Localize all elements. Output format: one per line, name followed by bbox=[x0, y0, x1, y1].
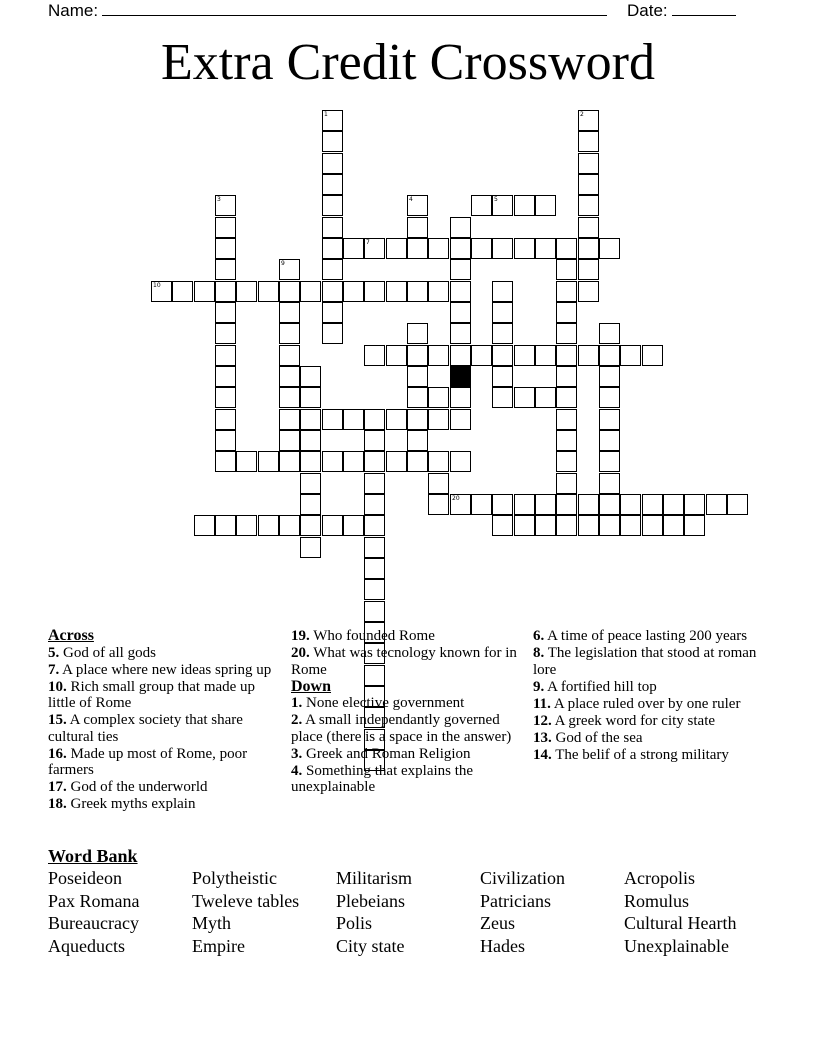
clue-num: 15. bbox=[48, 712, 67, 728]
word-bank-item: Polytheistic bbox=[192, 868, 277, 888]
black-cell bbox=[450, 366, 471, 387]
word-bank-item: Poseideon bbox=[48, 868, 122, 888]
grid-cell[interactable] bbox=[300, 281, 321, 302]
grid-cell[interactable] bbox=[663, 515, 684, 536]
grid-cell[interactable] bbox=[300, 473, 321, 494]
grid-cell[interactable] bbox=[279, 302, 300, 323]
grid-cell[interactable] bbox=[599, 409, 620, 430]
clue-text: A small independantly governed place (there is a space in the answer) bbox=[291, 712, 512, 745]
grid-cell[interactable] bbox=[471, 195, 492, 216]
grid-cell[interactable] bbox=[535, 238, 556, 259]
grid-cell[interactable] bbox=[556, 430, 577, 451]
grid-cell[interactable] bbox=[514, 238, 535, 259]
grid-cell[interactable] bbox=[364, 345, 385, 366]
grid-cell[interactable] bbox=[471, 345, 492, 366]
clue-text: Something that explains the unexplainable bbox=[291, 762, 474, 795]
clue-num: 10. bbox=[48, 678, 67, 695]
grid-cell[interactable] bbox=[364, 494, 385, 515]
clue-num: 6. bbox=[533, 628, 545, 644]
grid-cell[interactable] bbox=[450, 217, 471, 238]
grid-cell[interactable] bbox=[492, 345, 513, 366]
grid-cell[interactable] bbox=[279, 281, 300, 302]
clue-num: 13. bbox=[533, 729, 552, 746]
grid-cell[interactable] bbox=[471, 494, 492, 515]
grid-cell[interactable] bbox=[364, 537, 385, 558]
grid-cell[interactable] bbox=[450, 259, 471, 280]
clue-text: A greek word for city state bbox=[551, 712, 716, 729]
grid-cell[interactable] bbox=[407, 409, 428, 430]
grid-cell[interactable] bbox=[258, 451, 279, 472]
grid-cell[interactable] bbox=[599, 366, 620, 387]
grid-cell[interactable] bbox=[471, 238, 492, 259]
grid-cell[interactable] bbox=[322, 409, 343, 430]
clue-text: God of the underworld bbox=[66, 779, 208, 795]
clue-text: Who founded Rome bbox=[309, 628, 435, 644]
down-clue bbox=[533, 730, 758, 747]
grid-cell[interactable] bbox=[578, 345, 599, 366]
grid-cell[interactable] bbox=[492, 238, 513, 259]
down-clue bbox=[291, 763, 519, 796]
grid-cell[interactable] bbox=[428, 409, 449, 430]
grid-cell[interactable] bbox=[578, 174, 599, 195]
across-clue bbox=[48, 645, 278, 662]
down-clue bbox=[291, 746, 519, 763]
clue-text: A complex society that share cultural ties bbox=[48, 712, 243, 745]
clue-text: A place ruled over by one ruler bbox=[550, 695, 741, 712]
grid-cell[interactable] bbox=[492, 515, 513, 536]
word-bank-item: Tweleve tables bbox=[192, 890, 300, 911]
clue-text: The legislation that stood at roman lore bbox=[533, 645, 757, 678]
clue-text: Made up most of Rome, poor farmers bbox=[48, 745, 248, 778]
date-label: Date: bbox=[627, 1, 668, 20]
grid-cell[interactable] bbox=[578, 494, 599, 515]
grid-cell[interactable] bbox=[428, 387, 449, 408]
grid-cell[interactable] bbox=[578, 195, 599, 216]
grid-cell[interactable] bbox=[578, 281, 599, 302]
grid-cell[interactable] bbox=[322, 195, 343, 216]
down-clue-list bbox=[291, 695, 519, 796]
clue-text: Greek and Roman Religion bbox=[302, 745, 471, 762]
clue-text: Rich small group that made up little of Rome bbox=[48, 678, 256, 711]
grid-cell[interactable] bbox=[279, 451, 300, 472]
grid-cell[interactable] bbox=[386, 238, 407, 259]
grid-cell[interactable] bbox=[258, 515, 279, 536]
grid-cell[interactable] bbox=[514, 515, 535, 536]
grid-cell[interactable] bbox=[215, 430, 236, 451]
grid-cell[interactable] bbox=[172, 281, 193, 302]
grid-cell[interactable] bbox=[535, 387, 556, 408]
grid-cell[interactable] bbox=[279, 387, 300, 408]
grid-cell[interactable] bbox=[428, 494, 449, 515]
grid-cell[interactable] bbox=[407, 195, 428, 216]
word-bank-item: Aqueducts bbox=[48, 936, 125, 957]
grid-cell[interactable] bbox=[364, 409, 385, 430]
grid-cell[interactable] bbox=[279, 345, 300, 366]
clue-text: A place where new ideas spring up bbox=[59, 661, 272, 678]
clue-text: God of all gods bbox=[59, 644, 156, 661]
grid-cell[interactable] bbox=[599, 451, 620, 472]
clue-text: God of the sea bbox=[551, 729, 643, 746]
grid-cell[interactable] bbox=[407, 366, 428, 387]
grid-cell[interactable] bbox=[407, 451, 428, 472]
word-bank-item: Civilization bbox=[480, 868, 565, 888]
grid-cell[interactable] bbox=[322, 302, 343, 323]
grid-cell[interactable] bbox=[492, 494, 513, 515]
clue-number: 7 bbox=[366, 239, 370, 246]
across-clue bbox=[48, 796, 278, 813]
clue-number: 2 bbox=[580, 111, 584, 118]
grid-cell[interactable] bbox=[300, 430, 321, 451]
clue-num: 8. bbox=[533, 645, 545, 661]
grid-cell[interactable] bbox=[450, 387, 471, 408]
grid-cell[interactable] bbox=[556, 302, 577, 323]
grid-cell[interactable] bbox=[322, 515, 343, 536]
grid-cell[interactable] bbox=[450, 345, 471, 366]
grid-cell[interactable] bbox=[492, 366, 513, 387]
grid-cell[interactable] bbox=[322, 131, 343, 152]
clue-number: 20 bbox=[452, 495, 460, 502]
grid-cell[interactable] bbox=[343, 515, 364, 536]
grid-cell[interactable] bbox=[492, 387, 513, 408]
grid-cell[interactable] bbox=[599, 515, 620, 536]
grid-cell[interactable] bbox=[556, 494, 577, 515]
clue-number: 4 bbox=[409, 196, 413, 203]
grid-cell[interactable] bbox=[620, 494, 641, 515]
across-clue bbox=[48, 679, 278, 712]
grid-cell[interactable] bbox=[151, 281, 172, 302]
grid-cell[interactable] bbox=[279, 430, 300, 451]
grid-cell[interactable] bbox=[236, 515, 257, 536]
grid-cell[interactable] bbox=[343, 281, 364, 302]
grid-cell[interactable] bbox=[300, 387, 321, 408]
across-clue-list-continued bbox=[291, 628, 519, 678]
grid-cell[interactable] bbox=[322, 451, 343, 472]
word-bank-item: Cultural Hearth bbox=[624, 913, 737, 934]
grid-cell[interactable] bbox=[428, 345, 449, 366]
down-clue bbox=[533, 696, 758, 713]
grid-cell[interactable] bbox=[492, 323, 513, 344]
grid-cell[interactable] bbox=[578, 259, 599, 280]
word-bank-item: Unexplainable bbox=[624, 936, 729, 957]
grid-cell[interactable] bbox=[258, 281, 279, 302]
grid-cell[interactable] bbox=[684, 515, 705, 536]
clue-num: 18. bbox=[48, 796, 67, 812]
word-bank-item: Patricians bbox=[480, 890, 551, 911]
clue-number: 5 bbox=[494, 196, 498, 203]
grid-cell[interactable] bbox=[407, 217, 428, 238]
grid-cell[interactable] bbox=[194, 281, 215, 302]
grid-cell[interactable] bbox=[642, 494, 663, 515]
word-bank-item: Militarism bbox=[336, 868, 412, 888]
grid-cell[interactable] bbox=[322, 259, 343, 280]
grid-cell[interactable] bbox=[364, 281, 385, 302]
down-clue bbox=[291, 695, 519, 712]
grid-cell[interactable] bbox=[322, 153, 343, 174]
clue-num: 17. bbox=[48, 779, 67, 795]
grid-cell[interactable] bbox=[620, 515, 641, 536]
grid-cell[interactable] bbox=[727, 494, 748, 515]
grid-cell[interactable] bbox=[578, 217, 599, 238]
grid-cell[interactable] bbox=[450, 409, 471, 430]
word-bank-item: Romulus bbox=[624, 890, 690, 911]
down-clue bbox=[291, 712, 519, 745]
grid-cell[interactable] bbox=[386, 345, 407, 366]
grid-cell[interactable] bbox=[706, 494, 727, 515]
grid-cell[interactable] bbox=[642, 345, 663, 366]
grid-cell[interactable] bbox=[492, 302, 513, 323]
grid-cell[interactable] bbox=[407, 281, 428, 302]
grid-cell[interactable] bbox=[599, 345, 620, 366]
grid-cell[interactable] bbox=[343, 409, 364, 430]
grid-cell[interactable] bbox=[215, 387, 236, 408]
grid-cell[interactable] bbox=[215, 366, 236, 387]
down-clue bbox=[533, 645, 758, 678]
clue-text: A time of peace lasting 200 years bbox=[544, 628, 748, 644]
grid-cell[interactable] bbox=[322, 217, 343, 238]
clue-num: 16. bbox=[48, 745, 67, 762]
word-bank-item: City state bbox=[336, 936, 405, 957]
grid-cell[interactable] bbox=[578, 238, 599, 259]
grid-cell[interactable] bbox=[386, 451, 407, 472]
clue-num: 19. bbox=[291, 628, 310, 644]
grid-cell[interactable] bbox=[322, 281, 343, 302]
grid-cell[interactable] bbox=[578, 153, 599, 174]
grid-cell[interactable] bbox=[364, 451, 385, 472]
word-bank-title: Word Bank bbox=[48, 846, 138, 866]
across-clue bbox=[291, 645, 519, 678]
down-clue bbox=[533, 628, 758, 645]
down-clue bbox=[533, 713, 758, 730]
grid-cell[interactable] bbox=[215, 217, 236, 238]
word-bank-item: Myth bbox=[192, 913, 232, 934]
grid-cell[interactable] bbox=[343, 238, 364, 259]
across-clue bbox=[291, 628, 519, 645]
grid-cell[interactable] bbox=[684, 494, 705, 515]
clue-number: 10 bbox=[153, 282, 161, 289]
grid-cell[interactable] bbox=[556, 515, 577, 536]
clue-num: 5. bbox=[48, 644, 60, 661]
grid-cell[interactable] bbox=[578, 110, 599, 131]
across-clue-list bbox=[48, 645, 278, 813]
grid-cell[interactable] bbox=[556, 323, 577, 344]
grid-cell[interactable] bbox=[556, 409, 577, 430]
grid-cell[interactable] bbox=[578, 515, 599, 536]
grid-cell[interactable] bbox=[364, 473, 385, 494]
clue-text: None elective government bbox=[302, 695, 465, 711]
grid-cell[interactable] bbox=[300, 451, 321, 472]
grid-cell[interactable] bbox=[300, 409, 321, 430]
grid-cell[interactable] bbox=[450, 494, 471, 515]
clue-text: Greek myths explain bbox=[66, 796, 196, 812]
grid-cell[interactable] bbox=[407, 323, 428, 344]
grid-cell[interactable] bbox=[300, 494, 321, 515]
down-clue-list-continued bbox=[533, 628, 758, 763]
grid-cell[interactable] bbox=[450, 451, 471, 472]
clue-text: What was tecnology known for in Rome bbox=[291, 645, 517, 678]
grid-cell[interactable] bbox=[215, 238, 236, 259]
grid-cell[interactable] bbox=[386, 409, 407, 430]
grid-cell[interactable] bbox=[535, 345, 556, 366]
clue-text: The belif of a strong military bbox=[551, 746, 729, 763]
grid-cell[interactable] bbox=[450, 302, 471, 323]
grid-cell[interactable] bbox=[364, 430, 385, 451]
grid-cell[interactable] bbox=[599, 323, 620, 344]
grid-cell[interactable] bbox=[364, 579, 385, 600]
across-clue bbox=[48, 779, 278, 796]
grid-cell[interactable] bbox=[300, 515, 321, 536]
down-heading: Down bbox=[291, 677, 332, 695]
word-bank-item: Empire bbox=[192, 936, 245, 957]
grid-cell[interactable] bbox=[428, 238, 449, 259]
grid-cell[interactable] bbox=[556, 451, 577, 472]
word-bank-item: Bureaucracy bbox=[48, 913, 139, 934]
grid-cell[interactable] bbox=[279, 323, 300, 344]
grid-cell[interactable] bbox=[194, 515, 215, 536]
grid-cell[interactable] bbox=[364, 558, 385, 579]
word-bank-item: Pax Romana bbox=[48, 890, 140, 911]
grid-cell[interactable] bbox=[450, 281, 471, 302]
down-clue bbox=[533, 679, 758, 696]
grid-cell[interactable] bbox=[514, 387, 535, 408]
word-bank-item: Zeus bbox=[480, 913, 515, 934]
clue-num: 20. bbox=[291, 645, 310, 661]
grid-cell[interactable] bbox=[407, 345, 428, 366]
word-bank-item: Polis bbox=[336, 913, 373, 934]
grid-cell[interactable] bbox=[514, 345, 535, 366]
grid-cell[interactable] bbox=[279, 366, 300, 387]
grid-cell[interactable] bbox=[322, 323, 343, 344]
clues-column-3 bbox=[533, 628, 758, 764]
grid-cell[interactable] bbox=[535, 515, 556, 536]
clue-num: 3. bbox=[291, 745, 303, 762]
clue-number: 1 bbox=[324, 111, 328, 118]
grid-cell[interactable] bbox=[322, 110, 343, 131]
word-bank-item: Acropolis bbox=[624, 868, 695, 888]
grid-cell[interactable] bbox=[535, 494, 556, 515]
word-bank-item: Hades bbox=[480, 936, 525, 957]
clue-num: 9. bbox=[533, 678, 545, 695]
grid-cell[interactable] bbox=[535, 195, 556, 216]
grid-cell[interactable] bbox=[236, 451, 257, 472]
grid-cell[interactable] bbox=[322, 174, 343, 195]
grid-cell[interactable] bbox=[343, 451, 364, 472]
grid-cell[interactable] bbox=[578, 131, 599, 152]
grid-cell[interactable] bbox=[279, 259, 300, 280]
grid-cell[interactable] bbox=[215, 323, 236, 344]
clue-num: 2. bbox=[291, 712, 303, 728]
grid-cell[interactable] bbox=[450, 323, 471, 344]
grid-cell[interactable] bbox=[215, 345, 236, 366]
page-title: Extra Credit Crossword bbox=[161, 34, 655, 91]
grid-cell[interactable] bbox=[215, 259, 236, 280]
grid-cell[interactable] bbox=[300, 537, 321, 558]
grid-cell[interactable] bbox=[428, 451, 449, 472]
grid-cell[interactable] bbox=[663, 494, 684, 515]
clue-num: 12. bbox=[533, 712, 552, 729]
across-heading: Across bbox=[48, 627, 94, 644]
grid-cell[interactable] bbox=[428, 473, 449, 494]
grid-cell[interactable] bbox=[556, 259, 577, 280]
grid-cell[interactable] bbox=[386, 281, 407, 302]
word-bank-item: Plebeians bbox=[336, 890, 405, 911]
grid-cell[interactable] bbox=[215, 451, 236, 472]
grid-cell[interactable] bbox=[556, 387, 577, 408]
grid-cell[interactable] bbox=[215, 302, 236, 323]
grid-cell[interactable] bbox=[407, 238, 428, 259]
clue-num: 4. bbox=[291, 762, 303, 779]
grid-cell[interactable] bbox=[514, 195, 535, 216]
grid-cell[interactable] bbox=[599, 387, 620, 408]
grid-cell[interactable] bbox=[300, 366, 321, 387]
clue-num: 7. bbox=[48, 661, 60, 678]
grid-cell[interactable] bbox=[450, 238, 471, 259]
grid-cell[interactable] bbox=[556, 345, 577, 366]
grid-cell[interactable] bbox=[556, 366, 577, 387]
grid-cell[interactable] bbox=[620, 345, 641, 366]
clue-number: 3 bbox=[217, 196, 221, 203]
clue-num: 1. bbox=[291, 695, 303, 711]
grid-cell[interactable] bbox=[279, 409, 300, 430]
grid-cell[interactable] bbox=[364, 238, 385, 259]
grid-cell[interactable] bbox=[236, 281, 257, 302]
grid-cell[interactable] bbox=[428, 281, 449, 302]
clue-num: 14. bbox=[533, 746, 552, 763]
clue-text: A fortified hill top bbox=[544, 678, 657, 695]
name-label: Name: bbox=[48, 1, 99, 20]
grid-cell[interactable] bbox=[215, 195, 236, 216]
grid-cell[interactable] bbox=[599, 430, 620, 451]
grid-cell[interactable] bbox=[215, 409, 236, 430]
grid-cell[interactable] bbox=[599, 238, 620, 259]
grid-cell[interactable] bbox=[599, 494, 620, 515]
grid-cell[interactable] bbox=[556, 238, 577, 259]
grid-cell[interactable] bbox=[322, 238, 343, 259]
grid-cell[interactable] bbox=[279, 515, 300, 536]
grid-cell[interactable] bbox=[492, 195, 513, 216]
grid-cell[interactable] bbox=[364, 515, 385, 536]
grid-cell[interactable] bbox=[514, 494, 535, 515]
grid-cell[interactable] bbox=[556, 281, 577, 302]
grid-cell[interactable] bbox=[364, 601, 385, 622]
across-clue bbox=[48, 712, 278, 745]
grid-cell[interactable] bbox=[215, 515, 236, 536]
grid-cell[interactable] bbox=[407, 387, 428, 408]
grid-cell[interactable] bbox=[492, 281, 513, 302]
grid-cell[interactable] bbox=[407, 430, 428, 451]
grid-cell[interactable] bbox=[642, 515, 663, 536]
grid-cell[interactable] bbox=[556, 473, 577, 494]
clues-column-2 bbox=[291, 628, 519, 796]
clue-number: 9 bbox=[281, 260, 285, 267]
across-clue bbox=[48, 662, 278, 679]
clue-num: 11. bbox=[533, 695, 551, 712]
clues-column-1 bbox=[48, 628, 278, 813]
down-clue bbox=[533, 747, 758, 764]
across-clue bbox=[48, 746, 278, 779]
grid-cell[interactable] bbox=[599, 473, 620, 494]
word-bank bbox=[48, 867, 808, 958]
grid-cell[interactable] bbox=[215, 281, 236, 302]
